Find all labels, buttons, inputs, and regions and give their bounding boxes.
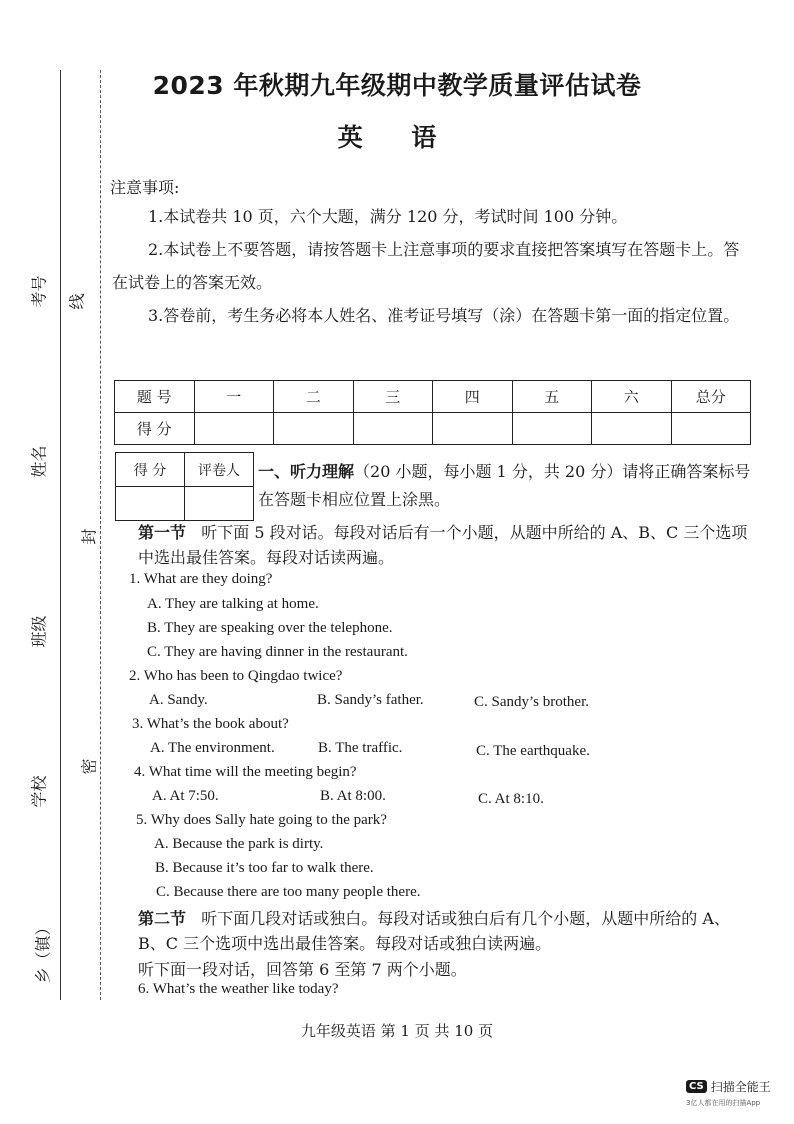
section-1-desc: （20 小题，每小题 1 分，共 20 分）请将正确答案标号在答题卡相应位置上涂黑。 [258,462,751,509]
seal-char-secret: 密 [79,758,99,775]
sidebar-label-class: 班级 [29,615,49,648]
sidebar-label-school: 学校 [29,775,49,808]
page-footer: 九年级英语 第 1 页 共 10 页 [300,1022,494,1040]
table-cell: 题 号 [115,381,195,413]
table-cell: 总分 [671,381,751,413]
question-1-option-b: B. They are speaking over the telephone. [147,620,393,636]
scanner-app-name: 扫描全能王 [710,1080,771,1094]
table-cell: 四 [433,381,513,413]
sidebar-label-exam-number: 考号 [29,275,49,308]
table-cell: 二 [274,381,354,413]
sidebar-label-township: 乡（镇） [33,919,53,984]
grader-name-cell [185,487,254,521]
part-1-label: 第一节 [138,523,187,542]
grader-score-cell [116,487,185,521]
grader-table [115,452,254,521]
part-1-intro [138,520,750,570]
question-2-option-b: B. Sandy’s father. [317,692,424,708]
question-5-option-b: B. Because it’s too far to walk there. [155,860,374,876]
question-2-option-a: A. Sandy. [149,692,208,708]
question-1: 1. What are they doing? [129,571,273,587]
question-4-option-c: C. At 8:10. [478,791,544,807]
notice-item: 2.本试卷上不要答题，请按答题卡上注意事项的要求直接把答案填写在答题卡上。答在试卷上的答案无效。 [112,240,740,292]
question-3-option-c: C. The earthquake. [476,743,590,759]
table-cell: 六 [592,381,672,413]
grader-name-header: 评卷人 [185,453,254,487]
question-1-option-a: A. They are talking at home. [147,596,319,612]
notice-item: 1.本试卷共 10 页，六个大题，满分 120 分，考试时间 100 分钟。 [148,207,628,226]
scanner-watermark [686,1078,771,1095]
question-1-option-c: C. They are having dinner in the restaurant. [147,644,408,660]
table-cell: 得 分 [115,413,195,445]
table-cell: 五 [512,381,592,413]
cs-logo-icon: CS [686,1080,707,1093]
section-1-heading [258,458,752,514]
scanner-tagline: 3亿人都在用的扫描App [686,1099,761,1107]
question-5-option-c: C. Because there are too many people there. [156,884,421,900]
question-3-option-b: B. The traffic. [318,740,403,756]
section-1-title: 一、听力理解 [258,462,355,481]
score-table [114,380,751,445]
question-5: 5. Why does Sally hate going to the park? [136,812,387,828]
notice-list [112,200,752,332]
score-cell [592,413,672,445]
table-cell: 一 [194,381,274,413]
grader-score-header: 得 分 [116,453,185,487]
table-cell: 三 [353,381,433,413]
question-3-option-a: A. The environment. [150,740,275,756]
score-cell [353,413,433,445]
question-6: 6. What’s the weather like today? [138,981,339,997]
sidebar-label-name: 姓名 [29,445,49,478]
notice-heading: 注意事项: [110,178,180,197]
score-cell [433,413,513,445]
question-5-option-a: A. Because the park is dirty. [154,836,324,852]
part-2-intro [138,906,750,956]
score-cell [194,413,274,445]
score-cell [512,413,592,445]
notice-item: 3.答卷前，考生务必将本人姓名、准考证号填写（涂）在答题卡第一面的指定位置。 [148,306,740,325]
score-cell [274,413,354,445]
question-3: 3. What’s the book about? [132,716,289,732]
question-2-option-c: C. Sandy’s brother. [474,694,589,710]
binding-line [60,70,61,1000]
part-2-instruction: 听下面一段对话，回答第 6 至第 7 两个小题。 [138,960,467,979]
part-2-label: 第二节 [138,909,187,928]
part-1-desc: 听下面 5 段对话。每段对话后有一个小题，从题中所给的 A、B、C 三个选项中选出最佳答案。每段对话读两遍。 [138,523,748,567]
seal-char-seal: 封 [79,528,99,545]
seal-line [100,70,101,1000]
question-4-option-a: A. At 7:50. [152,788,219,804]
question-4: 4. What time will the meeting begin? [134,764,357,780]
question-4-option-b: B. At 8:00. [320,788,386,804]
exam-title: 2023 年秋期九年级期中教学质量评估试卷 [152,71,642,100]
question-2: 2. Who has been to Qingdao twice? [129,668,343,684]
subject-title: 英 语 [337,123,457,152]
seal-char-line: 线 [67,293,87,310]
score-cell [671,413,751,445]
part-2-desc: 听下面几段对话或独白。每段对话或独白后有几个小题，从题中所给的 A、B、C 三个选项中选出最佳答案。每段对话或独白读两遍。 [138,909,730,953]
